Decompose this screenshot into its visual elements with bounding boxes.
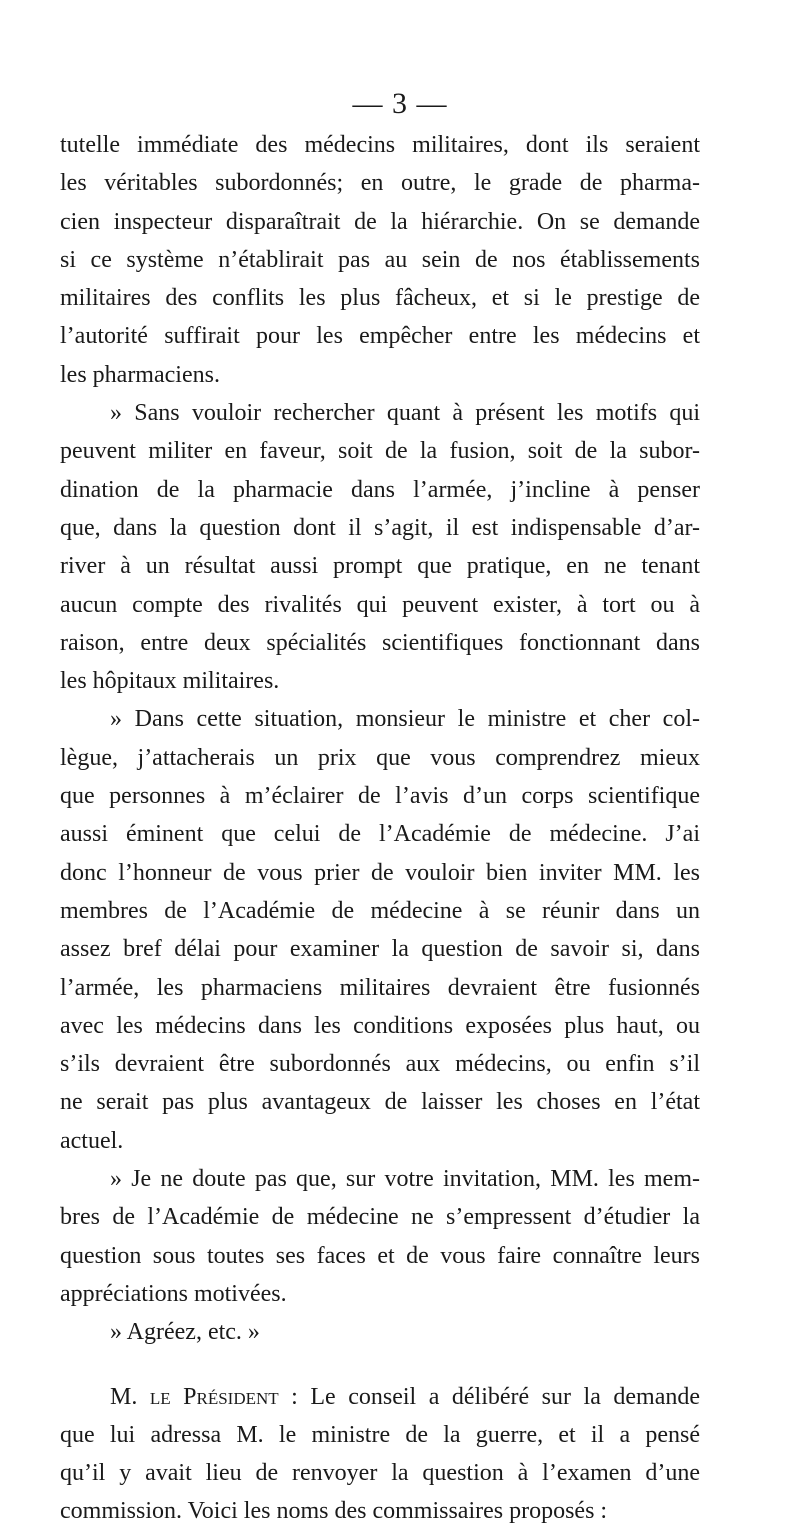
paragraph (60, 1160, 700, 1313)
text-line: question sous toutes ses faces et de vous faire connaître leurs (60, 1242, 700, 1269)
text-line: aussi éminent que celui de l’Académie de médecine. J’ai (60, 821, 700, 848)
text-line: l’armée, les pharmaciens militaires devraient être fusionnés (60, 974, 700, 1001)
text-line: qu’il y avait lieu de renvoyer la question à l’examen d’une (60, 1460, 700, 1487)
president-paragraph (60, 1378, 700, 1531)
text-line: actuel. (60, 1127, 124, 1154)
text-line: avec les médecins dans les conditions exposées plus haut, ou (60, 1012, 700, 1039)
text-line: s’ils devraient être subordonnés aux médecins, ou enfin s’il (60, 1051, 700, 1078)
text-line: assez bref délai pour examiner la question de savoir si, dans (60, 936, 700, 963)
paragraph (60, 394, 700, 700)
text-line: dination de la pharmacie dans l’armée, j’incline à penser (60, 476, 700, 503)
text-line: militaires des conflits les plus fâcheux, et si le prestige de (60, 285, 700, 312)
text-line: les hôpitaux militaires. (60, 668, 280, 695)
text-line: lègue, j’attacherais un prix que vous comprendrez mieux (60, 744, 700, 771)
text-line: » Sans vouloir rechercher quant à présent les motifs qui (110, 400, 700, 427)
text-line: cien inspecteur disparaîtrait de la hiérarchie. On se demande (60, 208, 700, 235)
text-line: que lui adressa M. le ministre de la guerre, et il a pensé (60, 1421, 700, 1448)
text-line: que personnes à m’éclairer de l’avis d’un corps scientifique (60, 783, 700, 810)
text-line: que, dans la question dont il s’agit, il est indispensable d’ar- (60, 514, 700, 541)
text-line: membres de l’Académie de médecine à se réunir dans un (60, 897, 700, 924)
text-line: Le conseil a délibéré sur la demande (310, 1383, 700, 1410)
paragraph (60, 1313, 700, 1351)
text-line: donc l’honneur de vous prier de vouloir bien inviter MM. les (60, 859, 700, 886)
text-line: appréciations motivées. (60, 1280, 287, 1307)
text-line: » Agréez, etc. » (110, 1319, 260, 1346)
text-line: tutelle immédiate des médecins militaires, dont ils seraient (60, 132, 700, 158)
section-gap (60, 1352, 700, 1378)
text-line: river à un résultat aussi prompt que pratique, en ne tenant (60, 553, 700, 580)
text-line: raison, entre deux spécialités scientifiques fonctionnant dans (60, 629, 700, 656)
text-line: aucun compte des rivalités qui peuvent exister, à tort ou à (60, 591, 700, 618)
text-line: bres de l’Académie de médecine ne s’empressent d’étudier la (60, 1204, 700, 1231)
text-line: les pharmaciens. (60, 361, 220, 388)
body-text (60, 126, 700, 1531)
text-line: si ce système n’établirait pas au sein de nos établissements (60, 246, 700, 273)
paragraph (60, 126, 700, 394)
text-line: » Dans cette situation, monsieur le ministre et cher col- (110, 706, 700, 733)
paragraph (60, 700, 700, 1160)
page-number: — 3 — (352, 87, 448, 120)
text-line: l’autorité suffirait pour les empêcher entre les médecins et (60, 323, 700, 350)
text-line: les véritables subordonnés; en outre, le grade de pharma- (60, 170, 700, 197)
text-line: peuvent militer en faveur, soit de la fusion, soit de la subor- (60, 438, 700, 465)
speaker-name: M. le Président : (110, 1383, 298, 1410)
president-first-line (60, 1378, 700, 1416)
text-line: commission. Voici les noms des commissaires proposés : (60, 1498, 608, 1525)
text-line: » Je ne doute pas que, sur votre invitation, MM. les mem- (110, 1166, 700, 1193)
text-line: ne serait pas plus avantageux de laisser les choses en l’état (60, 1089, 700, 1116)
